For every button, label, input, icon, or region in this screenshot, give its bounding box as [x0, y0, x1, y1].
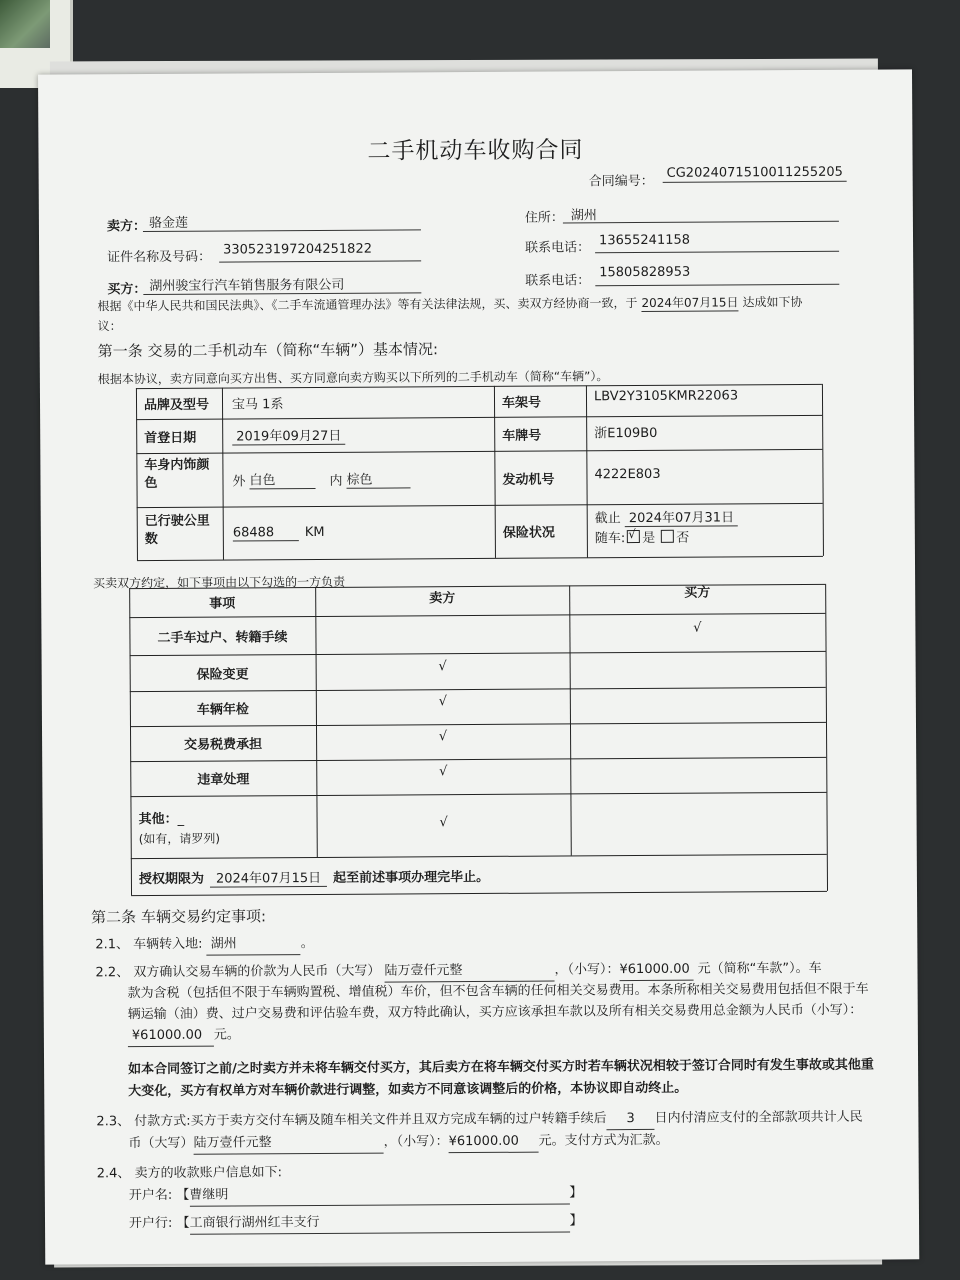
- article1-lead: 根据本协议，卖方同意向买方出售、买方同意向卖方购买以下所列的二手机动车（简称“车辆”）。: [97, 369, 609, 387]
- other-hint: (如有，请罗列): [138, 831, 221, 847]
- clause-2-4: [97, 1162, 282, 1184]
- clause-2-2-end: 元。: [213, 1027, 240, 1043]
- duty-row-transfer-buyer: √: [693, 620, 702, 636]
- auth-tail: 起至前述事项办理完毕止。: [333, 869, 490, 886]
- clause-2-4-label: 卖方的收款账户信息如下:: [134, 1165, 282, 1182]
- with-car-row: [595, 527, 690, 547]
- price-lowercase: ¥61000.00: [619, 959, 693, 981]
- yes-checkbox[interactable]: [627, 527, 640, 543]
- other-label: 其他：: [138, 811, 178, 828]
- seller-phone: 13655241158: [598, 232, 691, 249]
- intro-end: 议：: [97, 319, 122, 334]
- with-car-label: 随车:: [594, 531, 626, 547]
- article1-heading: 第一条 交易的二手机动车（简称“车辆”）基本情况:: [97, 340, 439, 361]
- engine-label: 发动机号: [502, 472, 555, 488]
- duty-row-insurance-buyer: [570, 651, 826, 689]
- color-in-prefix: 内: [329, 473, 343, 489]
- duty-row-inspection-seller: √: [438, 694, 448, 710]
- mileage-unit: KM: [304, 524, 325, 541]
- contract-no-value: CG2024071510011255205: [663, 165, 847, 183]
- clause-2-3-text-e: 元。支付方式为汇款。: [538, 1132, 669, 1149]
- duty-row-insurance-seller: √: [438, 658, 447, 674]
- duty-row-transfer: 二手车过户、转籍手续: [157, 629, 288, 646]
- authorization-row: [139, 866, 489, 888]
- clause-2-2-line-4: [128, 1024, 240, 1047]
- engine-value: 4222E803: [594, 466, 661, 482]
- duty-row-violations-seller: √: [439, 764, 448, 780]
- brand-value: 宝马 1系: [231, 397, 284, 413]
- plate-value: 浙E109B0: [594, 425, 658, 441]
- account-holder-name: 曹继明: [189, 1182, 569, 1206]
- intro-part-1: 根据《中华人民共和国民法典》、《二手车流通管理办法》等有关法律法规，买、卖双方经协商一致，于: [97, 296, 638, 314]
- intro-part-2: 达成如下协: [742, 295, 803, 310]
- bank-name: 工商银行湖州红丰支行: [190, 1210, 570, 1234]
- adjustment-clause-line-1: 如本合同签订之前/之时卖方并未将车辆交付买方，其后卖方在将车辆交付买方时若车辆状况相较于签订合同时有发生事故或其他重: [128, 1057, 874, 1078]
- duties-header-seller: 卖方: [429, 591, 456, 607]
- exterior-color: 白色: [249, 469, 315, 489]
- clause-2-2-line-3: 辆运输（油）费、过户交易费和评估验车费，双方特此确认，买方应该承担车款以及所有相关交易费用总金额为人民币（小写）：: [127, 1002, 863, 1023]
- clause-2-3-text-b: 日内付清应支付的全部款项共计人民: [654, 1109, 863, 1126]
- price-uppercase: 陆万壹仟元整: [384, 960, 554, 983]
- auth-label: 授权期限为: [138, 871, 204, 888]
- duty-row-violations: 违章处理: [197, 772, 250, 788]
- clause-2-1: [95, 933, 314, 956]
- duty-row-tax-buyer: [570, 722, 826, 759]
- mileage-value: 68488: [233, 525, 299, 541]
- id-label: 证件名称及号码：: [107, 249, 212, 266]
- duty-row-tax-seller: √: [438, 729, 448, 745]
- seller-name: 骆金莲: [148, 215, 188, 231]
- duty-row-other-seller: √: [439, 814, 448, 830]
- clause-2-1-label: 车辆转入地:: [133, 936, 203, 953]
- duties-header-item: 事项: [209, 596, 236, 612]
- bank-label: 开户行:: [128, 1215, 173, 1232]
- vin-value: LBV2Y3105KMR22063: [593, 388, 739, 405]
- account-holder-label: 开户名:: [128, 1187, 173, 1204]
- interior-color: 棕色: [346, 468, 410, 488]
- buyer-phone: 15805828953: [599, 264, 691, 281]
- payment-days: 3: [607, 1108, 655, 1130]
- bank-bracket-left: 【: [176, 1215, 190, 1231]
- clause-2-3-text-c: 币（大写）: [128, 1135, 194, 1152]
- reg-date-value: 2019年09月27日: [232, 425, 345, 446]
- bank-bracket-right: 】: [569, 1213, 583, 1229]
- holder-bracket-left: 【: [176, 1187, 190, 1203]
- duty-row-inspection-buyer: [570, 687, 826, 724]
- auth-date: 2024年07月15日: [210, 867, 327, 888]
- no-checkbox[interactable]: [661, 530, 674, 543]
- clause-2-2-text-a: 双方确认交易车辆的价款为人民币（大写）: [133, 963, 381, 981]
- vin-label: 车架号: [501, 395, 542, 411]
- seller-id: 330523197204251822: [223, 241, 373, 258]
- duties-lead-text: 买卖双方约定，如下事项由以下勾选的一方负责: [93, 574, 346, 591]
- insurance-label: 保险状况: [502, 525, 555, 541]
- duty-row-violations-buyer: [570, 757, 826, 794]
- yes-label: 是: [642, 530, 656, 546]
- yes-check-mark: √: [628, 527, 636, 542]
- seller-label: 卖方：: [106, 219, 146, 235]
- seller-address: 湖州: [570, 208, 597, 224]
- clause-2-2-line-2: 款为含税（包括但不限于车辆购置税、增值税）车价，但不包含车辆的任何相关交易费用。本条所称相关交易费用包括但不限于车: [127, 981, 869, 1002]
- insurance-until-date: 2024年07月31日: [625, 506, 738, 527]
- color-out-prefix: 外: [232, 473, 246, 489]
- payment-uppercase: 陆万壹仟元整: [193, 1132, 383, 1155]
- duties-header-buyer: 买方: [684, 585, 711, 601]
- payment-lowercase: ¥61000.00: [449, 1131, 539, 1154]
- clause-2-2-text-b: ，（小写）：: [554, 962, 620, 978]
- contract-no-label: 合同编号：: [588, 173, 654, 190]
- mileage-label: 已行驶公里数: [144, 513, 210, 548]
- duty-row-inspection: 车辆年检: [196, 702, 249, 718]
- insurance-until: [595, 506, 738, 527]
- document-title: 二手机动车收购合同: [367, 137, 584, 165]
- duty-row-other: [138, 808, 184, 827]
- contract-page: [38, 69, 919, 1264]
- insurance-until-prefix: 截止: [594, 511, 621, 527]
- color-label: 车身内饰颜色: [144, 457, 210, 492]
- total-amount: ¥61000.00: [128, 1025, 214, 1048]
- bank-row: [129, 1210, 583, 1235]
- brand-label: 品牌及型号: [143, 397, 210, 414]
- account-holder-row: [129, 1182, 583, 1207]
- address-label: 住所：: [524, 210, 564, 226]
- transfer-destination: 湖州: [207, 933, 301, 956]
- agreement-date: 2024年07月15日: [641, 295, 739, 310]
- seller-phone-label: 联系电话：: [525, 240, 591, 256]
- adjustment-clause-line-2: 大变化，买方有权单方对车辆价款进行调整，如卖方不同意该调整后的价格，本协议即自动终止。: [128, 1080, 688, 1100]
- no-label: 否: [676, 530, 690, 546]
- intro-text: [97, 293, 802, 315]
- clause-2-2-text-c: 元（简称“车款”）。车: [697, 960, 822, 977]
- clause-2-1-end: 。: [300, 936, 314, 952]
- clause-2-3-text-d: ，（小写）：: [383, 1134, 449, 1150]
- duty-row-tax: 交易税费承担: [184, 737, 263, 753]
- clause-2-3-line-2: [128, 1130, 668, 1155]
- clause-2-1-no: 2.1、: [95, 937, 130, 953]
- duty-row-insurance: 保险变更: [196, 666, 249, 683]
- buyer-name: 湖州骏宝行汽车销售服务有限公司: [149, 277, 345, 294]
- article2-heading: 第二条 车辆交易约定事项:: [91, 907, 267, 927]
- clause-2-3-text-a: 付款方式:买方于卖方交付车辆及随车相关文件并且双方完成车辆的过户转籍手续后: [134, 1111, 607, 1130]
- buyer-label: 买方：: [107, 282, 147, 298]
- plate-label: 车牌号: [502, 428, 542, 444]
- clause-2-4-no: 2.4、: [96, 1166, 131, 1182]
- reg-date-label: 首登日期: [144, 430, 197, 446]
- photo-thumbnail: [0, 0, 50, 48]
- clause-2-3-line-1: [96, 1107, 862, 1134]
- buyer-phone-label: 联系电话：: [525, 273, 591, 289]
- holder-bracket-right: 】: [569, 1185, 583, 1201]
- other-value: _: [177, 811, 185, 827]
- clause-2-3-no: 2.3、: [96, 1114, 131, 1130]
- clause-2-2-no: 2.2、: [95, 965, 130, 981]
